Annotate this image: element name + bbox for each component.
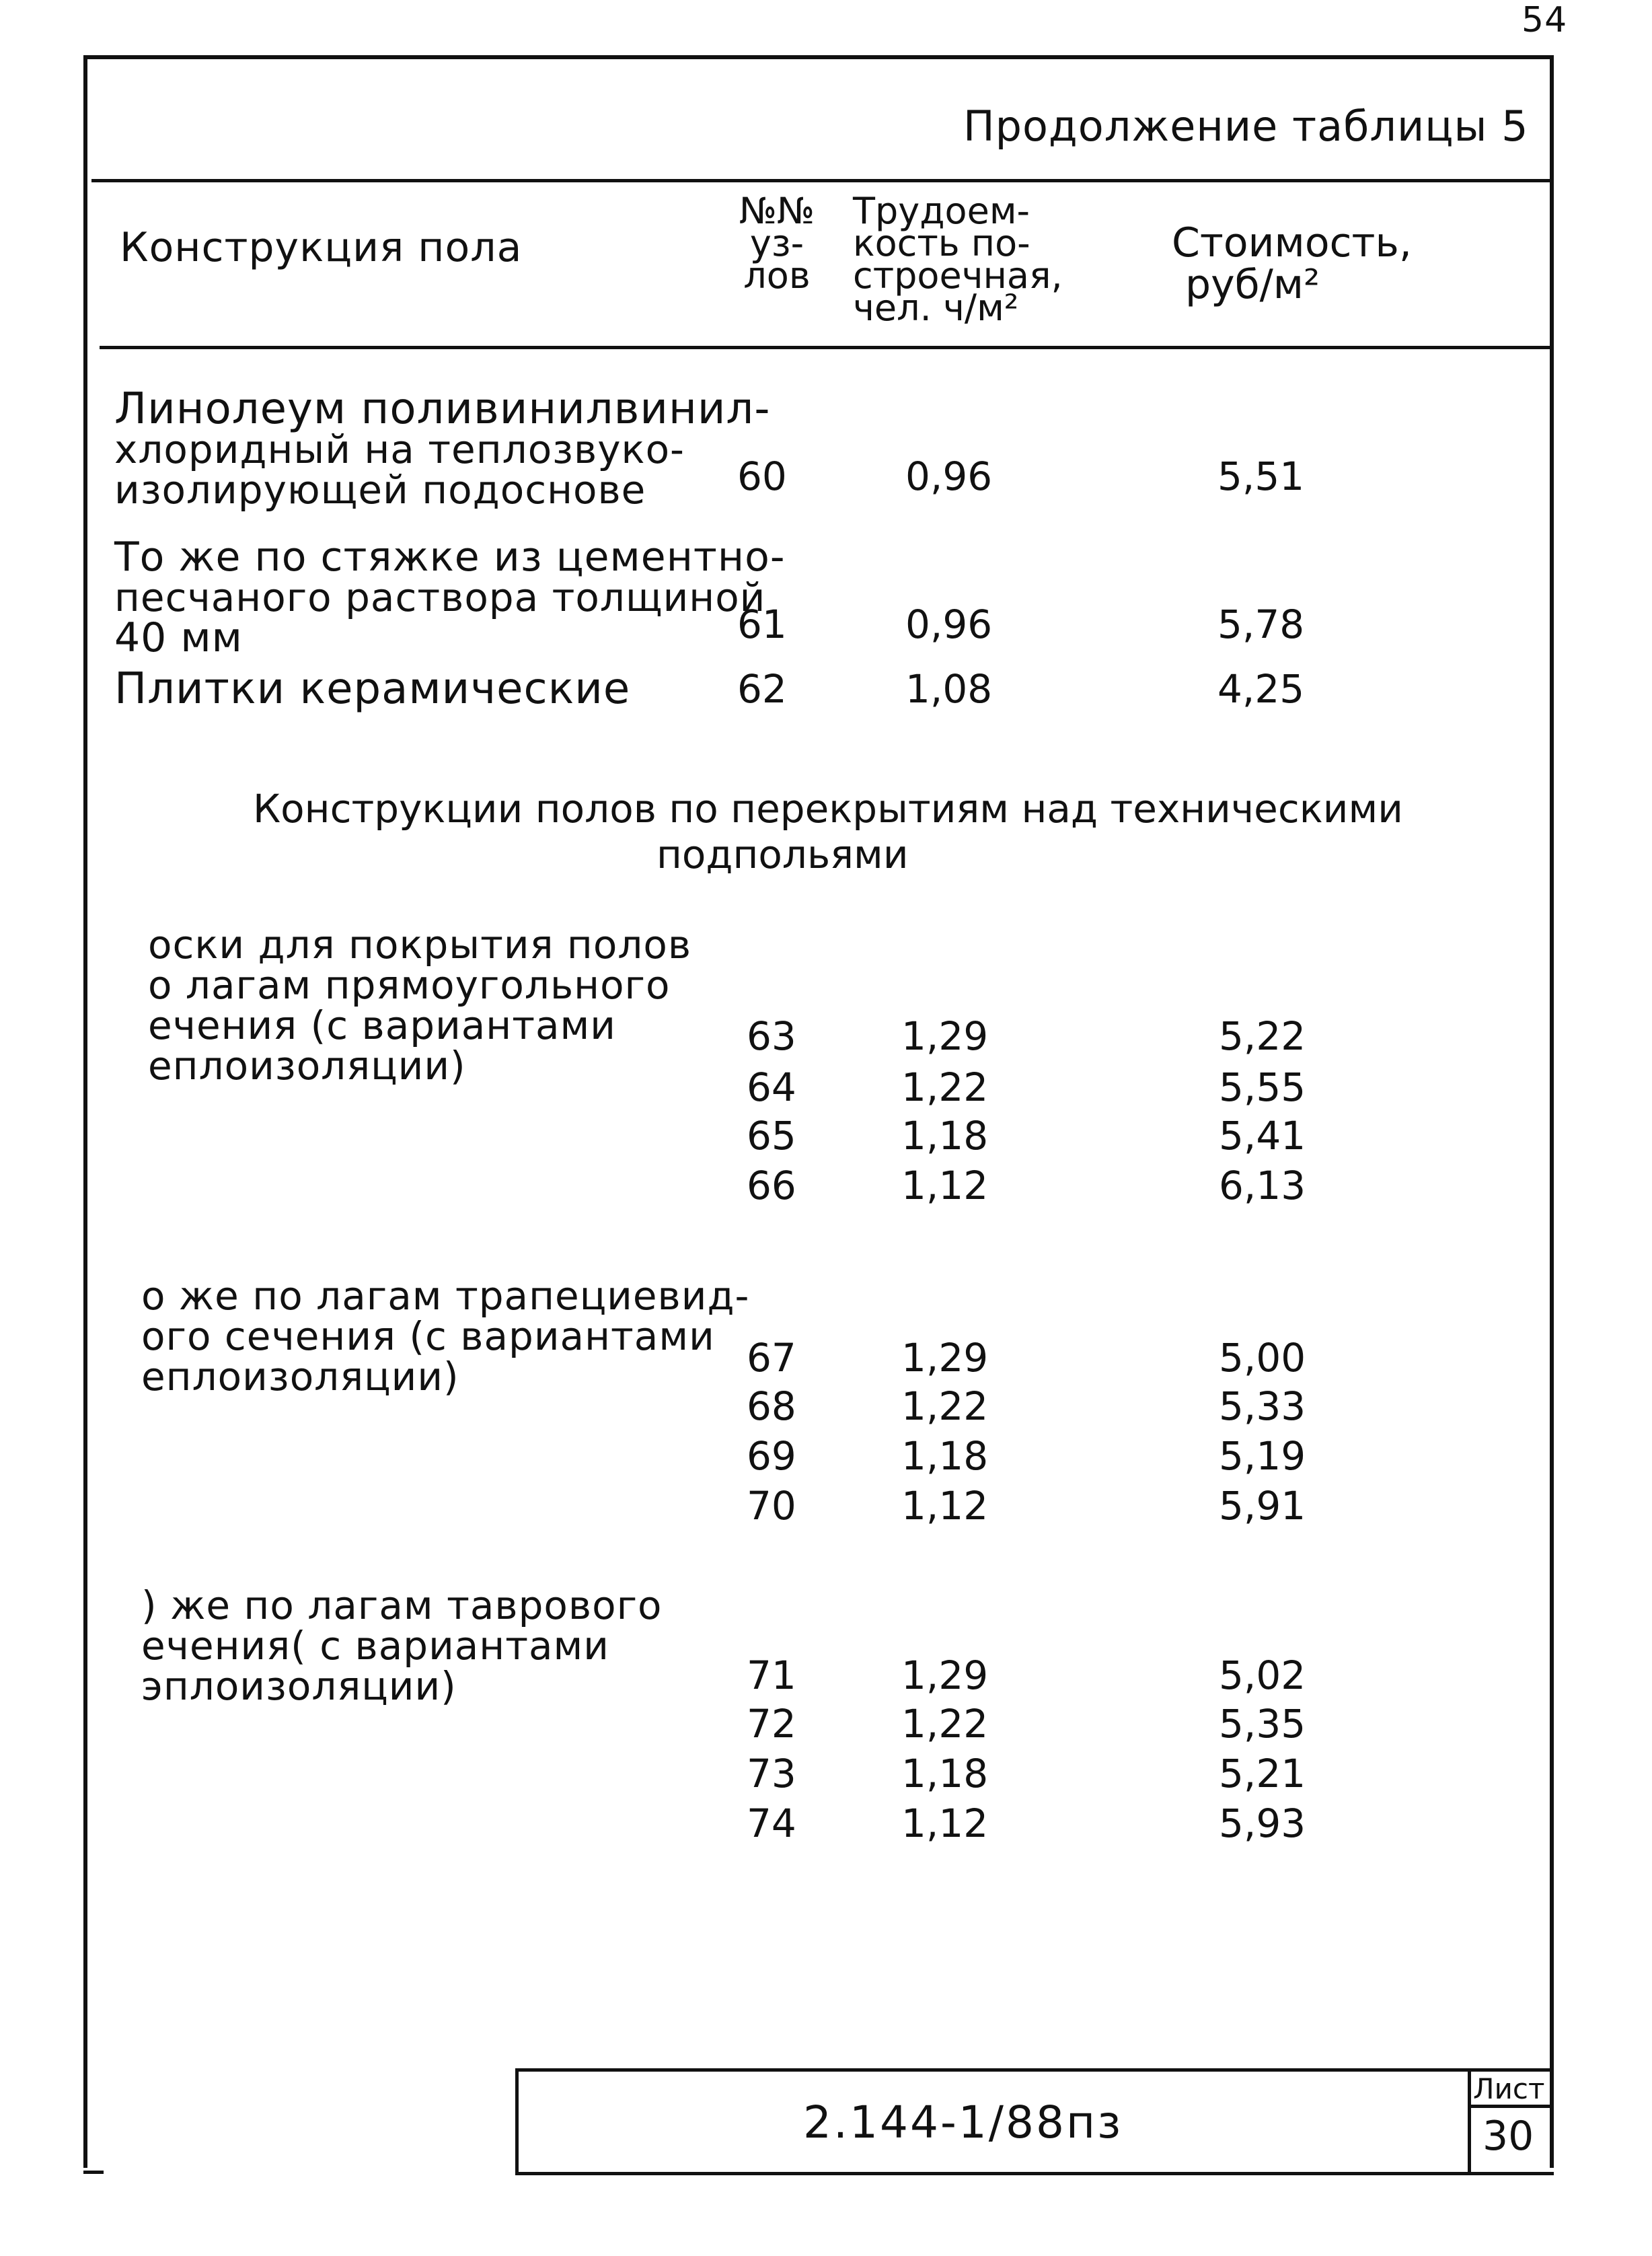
section-header-line: подпольями — [656, 832, 909, 877]
doc-code: 2.144-1/88пз — [803, 2097, 1123, 2148]
table-caption: Продолжение таблицы 5 — [963, 102, 1529, 151]
desc-line: ечения (с вариантами — [148, 1003, 617, 1048]
row-node: 67 — [747, 1335, 796, 1381]
desc-line: ого сечения (с вариантами — [141, 1313, 715, 1359]
row-labor: 1,29 — [901, 1652, 989, 1698]
row-labor: 1,18 — [901, 1113, 989, 1159]
desc-boards-tee — [141, 1582, 663, 1709]
column-header-nodes-line: уз- — [749, 222, 804, 264]
row-labor: 1,08 — [905, 666, 993, 712]
sheet-number: 30 — [1482, 2113, 1534, 2160]
row-labor: 1,18 — [901, 1433, 989, 1479]
desc-line: еплоизоляции) — [141, 1354, 459, 1399]
stamp-left-rule — [515, 2068, 519, 2175]
header-top-rule — [91, 179, 1550, 182]
row-cost: 5,02 — [1219, 1652, 1306, 1698]
row-labor: 0,96 — [905, 602, 993, 647]
row-labor: 1,22 — [901, 1064, 989, 1110]
column-header-cost-line: Стоимость, — [1172, 219, 1412, 266]
desc-line: ечения( с вариантами — [141, 1623, 610, 1669]
row-node: 69 — [747, 1433, 796, 1479]
desc-line: о же по лагам трапециевид- — [141, 1273, 750, 1319]
desc-line: Линолеум поливинилвинил- — [114, 384, 771, 434]
sheet-label: Лист — [1473, 2072, 1545, 2105]
section-header-line: Конструкции полов по перекрытиям над техническими — [253, 786, 1403, 832]
row-cost: 4,25 — [1217, 666, 1305, 712]
section-header — [253, 786, 1403, 877]
desc-boards-rect — [148, 922, 692, 1089]
desc-line: еплоизоляции) — [148, 1043, 466, 1089]
column-header-construction: Конструкция пола — [120, 224, 523, 271]
desc-line: песчаного раствора толщиной — [114, 575, 766, 620]
desc-line: эплоизоляции) — [141, 1663, 457, 1709]
row-cost: 5,21 — [1219, 1751, 1306, 1796]
row-node: 74 — [747, 1800, 796, 1846]
page-frame — [83, 55, 1554, 2168]
column-header-cost-line: руб/м² — [1185, 261, 1320, 308]
page-number: 54 — [1522, 0, 1568, 40]
column-header-cost — [1172, 219, 1412, 308]
column-header-labor-line: кость по- — [853, 222, 1030, 264]
stamp-bottom-rule — [515, 2172, 1554, 2175]
row-cost: 5,51 — [1217, 453, 1305, 499]
desc-tiles — [114, 664, 631, 714]
row-node: 63 — [747, 1013, 796, 1059]
row-cost: 5,78 — [1217, 602, 1305, 647]
desc-line: Плитки керамические — [114, 664, 631, 714]
desc-line: изолирующей подоснове — [114, 467, 646, 513]
row-cost: 5,00 — [1219, 1335, 1306, 1381]
row-cost: 5,33 — [1219, 1383, 1306, 1429]
row-node: 61 — [737, 602, 787, 647]
row-cost: 5,35 — [1219, 1701, 1306, 1747]
row-node: 73 — [747, 1751, 796, 1796]
row-labor: 1,18 — [901, 1751, 989, 1796]
row-cost: 5,41 — [1219, 1113, 1306, 1159]
column-header-labor-line: Трудоем- — [853, 190, 1030, 232]
column-header-nodes-line: лов — [743, 254, 811, 297]
row-cost: 5,55 — [1219, 1064, 1306, 1110]
desc-line: То же по стяжке из цементно- — [114, 534, 786, 581]
row-node: 64 — [747, 1064, 796, 1110]
row-node: 71 — [747, 1652, 796, 1698]
row-node: 65 — [747, 1113, 796, 1159]
corner-mark — [83, 2171, 104, 2174]
row-labor: 1,29 — [901, 1335, 989, 1381]
row-node: 66 — [747, 1163, 796, 1208]
desc-line: оски для покрытия полов — [148, 922, 692, 968]
row-node: 62 — [737, 666, 787, 712]
row-labor: 0,96 — [905, 453, 993, 499]
row-cost: 5,19 — [1219, 1433, 1306, 1479]
column-header-labor-line: строечная, — [853, 254, 1063, 297]
column-header-nodes — [720, 190, 834, 297]
row-labor: 1,12 — [901, 1800, 989, 1846]
row-labor: 1,29 — [901, 1013, 989, 1059]
row-node: 70 — [747, 1483, 796, 1529]
row-node: 72 — [747, 1701, 796, 1747]
row-labor: 1,12 — [901, 1483, 989, 1529]
header-bottom-rule — [100, 346, 1550, 349]
row-cost: 5,91 — [1219, 1483, 1306, 1529]
desc-screed — [114, 534, 786, 661]
row-cost: 6,13 — [1219, 1163, 1306, 1208]
row-node: 68 — [747, 1383, 796, 1429]
desc-line: ) же по лагам таврового — [141, 1582, 663, 1628]
desc-line: о лагам прямоугольного — [148, 962, 671, 1008]
desc-linoleum — [114, 384, 771, 513]
desc-boards-trap — [141, 1273, 750, 1399]
row-labor: 1,22 — [901, 1701, 989, 1747]
column-header-labor-line: чел. ч/м² — [853, 287, 1019, 329]
desc-line: хлоридный на теплозвуко- — [114, 427, 685, 472]
stamp-top-rule — [515, 2068, 1554, 2072]
row-labor: 1,22 — [901, 1383, 989, 1429]
column-header-nodes-line: №№ — [739, 190, 815, 232]
row-cost: 5,22 — [1219, 1013, 1306, 1059]
row-labor: 1,12 — [901, 1163, 989, 1208]
desc-line: 40 мм — [114, 614, 243, 661]
row-cost: 5,93 — [1219, 1800, 1306, 1846]
column-header-labor — [853, 190, 1063, 329]
stamp-sheet-divider — [1468, 2068, 1471, 2175]
row-node: 60 — [737, 453, 787, 499]
